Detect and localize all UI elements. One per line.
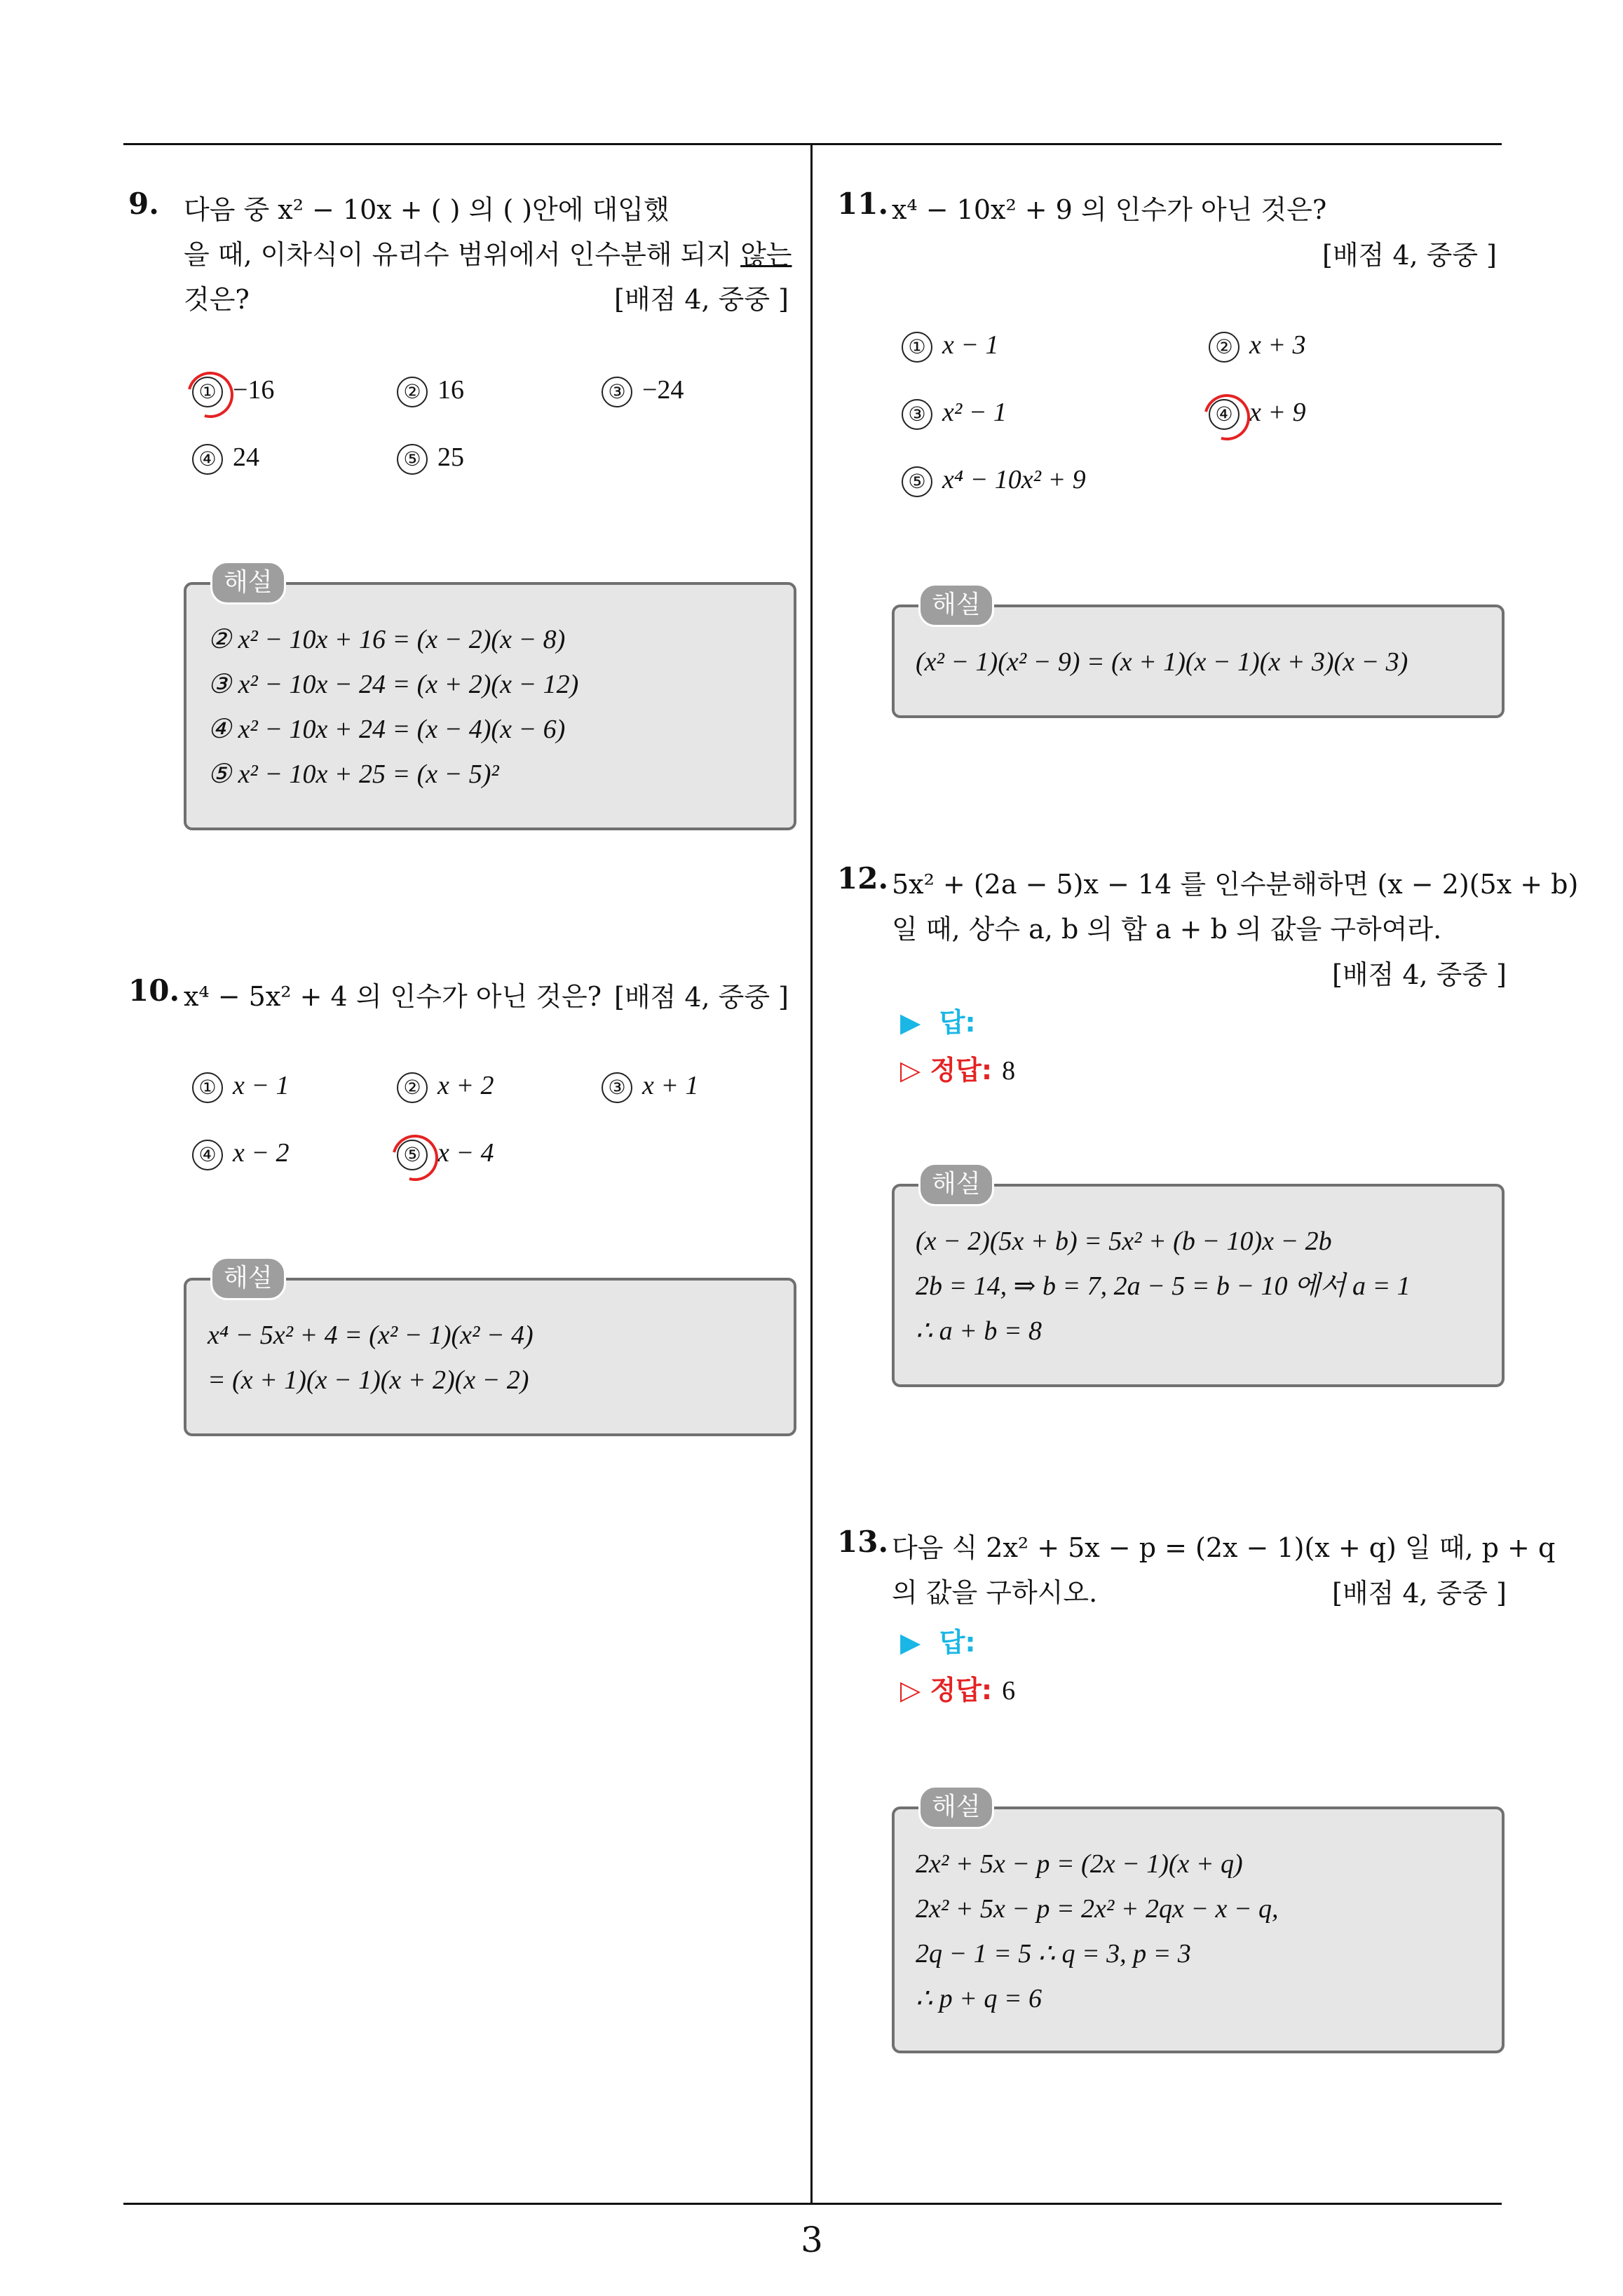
choice-5[interactable]: ⑤ 25: [397, 439, 464, 475]
score-label: [배점 4, 중중 ]: [1332, 1578, 1507, 1609]
score-label: [배점 4, 중중 ]: [614, 982, 789, 1013]
solution-line: ② x² − 10x + 16 = (x − 2)(x − 8): [208, 625, 566, 654]
score-label: [배점 4, 중중 ]: [1332, 959, 1507, 990]
question-number: 9.: [128, 187, 159, 221]
correct-answer-row: [900, 1049, 1015, 1092]
choice-2[interactable]: ② x + 2: [397, 1067, 494, 1103]
choice-5[interactable]: ⑤ x⁴ − 10x² + 9: [902, 461, 1086, 497]
question-number: 12.: [837, 861, 889, 896]
answer-mark-circle: [179, 363, 242, 426]
solution-tag: 해설: [918, 1785, 994, 1829]
answer-row[interactable]: [900, 1001, 986, 1044]
answer-mark-circle: [383, 1126, 447, 1189]
play-outline-icon: ▷: [900, 1675, 921, 1706]
choice-number-circle: ②: [397, 1072, 428, 1103]
choice-2[interactable]: ② x + 3: [1209, 327, 1306, 363]
choice-number-circle: ②: [397, 377, 428, 407]
solution-line: = (x + 1)(x − 1)(x + 2)(x − 2): [208, 1365, 529, 1395]
choice-2[interactable]: ② 16: [397, 372, 464, 407]
choice-5[interactable]: ⑤ x − 4: [397, 1135, 494, 1170]
choice-4[interactable]: ④ x − 2: [192, 1135, 290, 1170]
choice-number-circle: ①: [902, 332, 932, 363]
correct-label: 정답:: [930, 1055, 993, 1086]
question-number: 10.: [128, 973, 180, 1008]
choice-number-circle: ④: [1209, 399, 1240, 430]
solution-box: [892, 1807, 1505, 2053]
choice-number-circle: ④: [192, 1140, 223, 1170]
choice-number-circle: ⑤: [902, 466, 932, 497]
question-text-line1: x⁴ − 5x² + 4 의 인수가 아닌 것은?: [184, 981, 602, 1012]
solution-line: (x² − 1)(x² − 9) = (x + 1)(x − 1)(x + 3)(x − 3): [916, 647, 1408, 677]
choice-number-circle: ①: [192, 377, 223, 407]
answer-label: 답:: [939, 1007, 976, 1038]
question-text-line1: x⁴ − 10x² + 9 의 인수가 아닌 것은?: [892, 194, 1327, 225]
solution-box: [184, 1278, 796, 1436]
solution-tag: 해설: [918, 1163, 994, 1206]
solution-line: ∴ p + q = 6: [916, 1984, 1042, 2013]
question-text-line2: 일 때, 상수 a, b 의 합 a + b 의 값을 구하여라.: [892, 914, 1442, 945]
play-outline-icon: ▷: [900, 1055, 921, 1086]
correct-value: 6: [1002, 1676, 1016, 1706]
question-text-line3: 것은?: [184, 284, 250, 315]
choice-3[interactable]: ③ −24: [602, 372, 684, 407]
play-filled-icon: ▶: [900, 1627, 921, 1658]
score-label: [배점 4, 중중 ]: [1322, 240, 1497, 271]
solution-box: [892, 1184, 1505, 1387]
choice-1[interactable]: ① x − 1: [192, 1067, 290, 1103]
page-number: 3: [801, 2220, 823, 2260]
answer-mark-circle: [1195, 385, 1258, 448]
correct-value: 8: [1002, 1056, 1016, 1086]
choice-number-circle: ②: [1209, 332, 1240, 363]
solution-line: ③ x² − 10x − 24 = (x + 2)(x − 12): [208, 670, 579, 699]
question-text-line2: 의 값을 구하시오.: [892, 1577, 1098, 1608]
solution-tag: 해설: [918, 583, 994, 627]
solution-line: x⁴ − 5x² + 4 = (x² − 1)(x² − 4): [208, 1321, 534, 1350]
solution-line: ⑤ x² − 10x + 25 = (x − 5)²: [208, 759, 499, 789]
choice-number-circle: ①: [192, 1072, 223, 1103]
solution-line: (x − 2)(5x + b) = 5x² + (b − 10)x − 2b: [916, 1227, 1332, 1256]
solution-line: ∴ a + b = 8: [916, 1316, 1042, 1346]
emphasis-underline: 않는: [740, 239, 792, 270]
question-number: 11.: [837, 187, 889, 221]
answer-label: 답:: [939, 1627, 976, 1658]
choice-4[interactable]: ④ 24: [192, 439, 259, 475]
solution-line: 2x² + 5x − p = 2x² + 2qx − x − q,: [916, 1894, 1279, 1924]
top-rule: [123, 143, 1502, 145]
choice-number-circle: ④: [192, 444, 223, 475]
choice-1[interactable]: ① x − 1: [902, 327, 999, 363]
correct-answer-row: [900, 1669, 1015, 1712]
solution-tag: 해설: [210, 561, 286, 605]
question-text-line1: 다음 식 2x² + 5x − p = (2x − 1)(x + q) 일 때, p + q: [892, 1532, 1556, 1563]
question-text-line1: 5x² + (2a − 5)x − 14 를 인수분해하면 (x − 2)(5x + b): [892, 869, 1579, 900]
question-number: 13.: [837, 1525, 889, 1559]
choice-1[interactable]: ① −16: [192, 372, 274, 407]
choice-4[interactable]: ④ x + 9: [1209, 394, 1306, 430]
bottom-rule: [123, 2203, 1502, 2205]
choice-number-circle: ③: [602, 1072, 632, 1103]
correct-label: 정답:: [930, 1675, 993, 1706]
choice-number-circle: ⑤: [397, 1140, 428, 1170]
column-divider: [810, 144, 813, 2204]
choice-number-circle: ③: [602, 377, 632, 407]
solution-line: 2b = 14, ⇒ b = 7, 2a − 5 = b − 10 에서 a = 1: [916, 1271, 1411, 1301]
choice-3[interactable]: ③ x + 1: [602, 1067, 699, 1103]
question-text-line2: 을 때, 이차식이 유리수 범위에서 인수분해 되지: [184, 239, 741, 270]
choice-number-circle: ③: [902, 399, 932, 430]
choice-3[interactable]: ③ x² − 1: [902, 394, 1007, 430]
score-label: [배점 4, 중중 ]: [614, 284, 789, 315]
solution-line: ④ x² − 10x + 24 = (x − 4)(x − 6): [208, 715, 566, 744]
solution-line: 2x² + 5x − p = (2x − 1)(x + q): [916, 1849, 1243, 1879]
solution-tag: 해설: [210, 1257, 286, 1300]
question-text-line1: 다음 중 x² − 10x + ( ) 의 ( )안에 대입했: [184, 194, 670, 225]
answer-row[interactable]: [900, 1621, 986, 1664]
choice-number-circle: ⑤: [397, 444, 428, 475]
play-filled-icon: ▶: [900, 1007, 921, 1038]
solution-line: 2q − 1 = 5 ∴ q = 3, p = 3: [916, 1939, 1191, 1969]
solution-box: [184, 582, 796, 830]
